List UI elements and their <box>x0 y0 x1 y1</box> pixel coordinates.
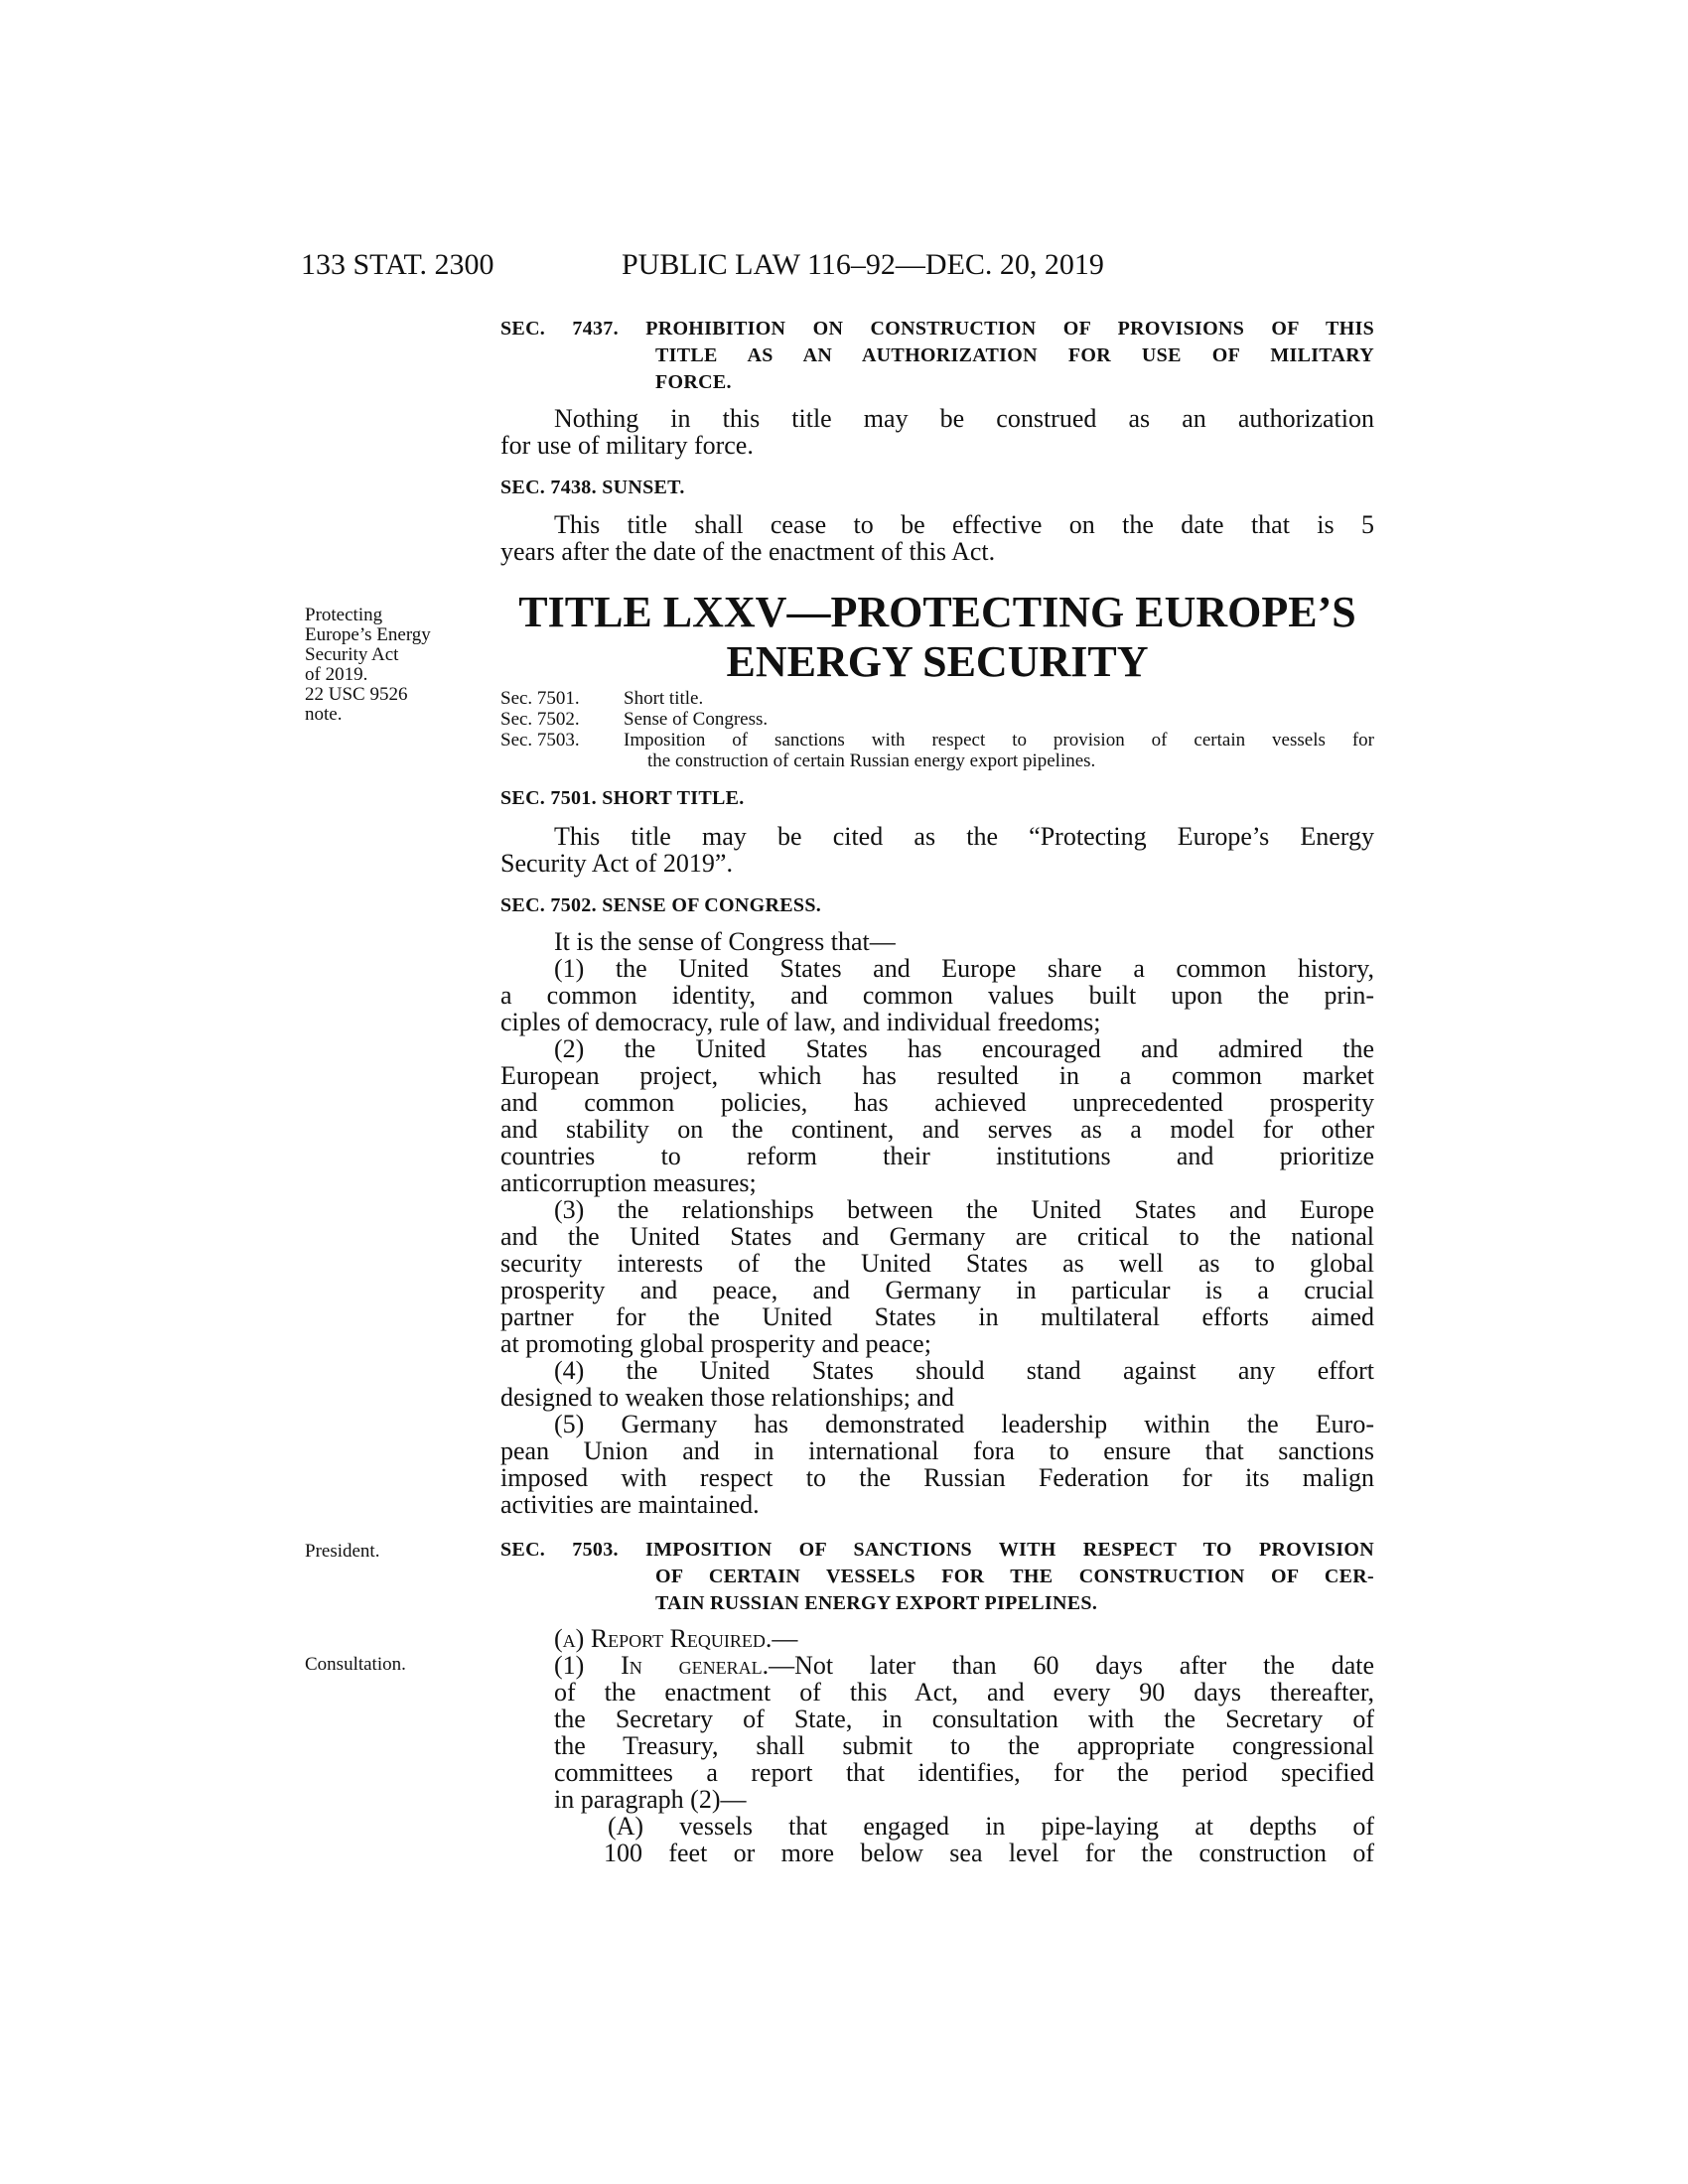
sec-7437-heading-line2: TITLE AS AN AUTHORIZATION FOR USE OF MILITARY <box>655 344 1374 366</box>
sec-7502-line: partner for the United States in multilateral efforts aimed <box>500 1302 1374 1331</box>
toc-entry-title-line2: the construction of certain Russian energy export pipelines. <box>647 751 1096 771</box>
toc-entry-number: Sec. 7502. <box>500 709 580 730</box>
toc-entry-number: Sec. 7503. <box>500 730 580 751</box>
sec-7502-line: pean Union and in international fora to ensure that sanctions <box>500 1436 1374 1465</box>
sec-7501-heading: SEC. 7501. SHORT TITLE. <box>500 787 745 809</box>
margin-note-peesa <box>305 606 479 725</box>
sec-7503-line: the Treasury, shall submit to the appropriate congressional <box>554 1731 1374 1760</box>
toc-entry-number: Sec. 7501. <box>500 688 580 709</box>
toc-entry <box>500 709 1374 730</box>
sec-7502-line: and the United States and Germany are critical to the national <box>500 1222 1374 1251</box>
sec-7503-line: of the enactment of this Act, and every 90 days thereafter, <box>554 1678 1374 1706</box>
sec-7437-heading-line3: FORCE. <box>655 371 732 393</box>
margin-note-line: Europe’s Energy <box>305 624 431 645</box>
sec-7502-line: and stability on the continent, and serves as a model for other <box>500 1115 1374 1144</box>
sec-7502-line: (5) Germany has demonstrated leadership within the Euro- <box>554 1410 1374 1438</box>
sec-7501-text-line2: Security Act of 2019”. <box>500 849 733 878</box>
sec-7438-text <box>500 511 1374 565</box>
margin-note-president: President. <box>305 1541 380 1562</box>
sec-7502-line: It is the sense of Congress that— <box>554 927 896 956</box>
toc-entry-title: Sense of Congress. <box>624 709 769 730</box>
sec-7503-heading <box>500 1537 1374 1617</box>
sec-7502-line: countries to reform their institutions and prioritize <box>500 1142 1374 1170</box>
sec-7501-text <box>500 823 1374 877</box>
sec-7502-line: and common policies, has achieved unprecedented prosperity <box>500 1088 1374 1117</box>
toc-entry <box>500 730 1374 771</box>
margin-note-consultation: Consultation. <box>305 1654 406 1675</box>
sec-7502-text <box>500 928 1374 1518</box>
sec-7437-text-line2: for use of military force. <box>500 431 754 460</box>
toc-entry <box>500 688 1374 709</box>
sec-7502-line: anticorruption measures; <box>500 1168 757 1197</box>
sec-7502-line: (2) the United States has encouraged and admired the <box>554 1034 1374 1063</box>
sec-7438-text-line2: years after the date of the enactment of this Act. <box>500 537 996 566</box>
margin-note-line: 22 USC 9526 <box>305 684 408 705</box>
sec-7503-line: committees a report that identifies, for the period specified <box>554 1758 1374 1787</box>
running-header: PUBLIC LAW 116–92—DEC. 20, 2019 <box>622 248 1104 281</box>
sec-7438-heading: SEC. 7438. SUNSET. <box>500 477 685 498</box>
title-heading-line2: ENERGY SECURITY <box>726 637 1149 686</box>
margin-note-line: of 2019. <box>305 664 368 685</box>
toc-entry-title <box>624 730 1374 771</box>
page-stat-number: 133 STAT. 2300 <box>301 248 494 281</box>
sec-7503-line: the Secretary of State, in consultation with the Secretary of <box>554 1705 1374 1733</box>
sec-7502-line: a common identity, and common values built upon the prin- <box>500 981 1374 1010</box>
sec-7502-line: security interests of the United States as well as to global <box>500 1249 1374 1278</box>
sec-7502-line: (3) the relationships between the United States and Europe <box>554 1195 1374 1224</box>
sec-7437-heading-line1: SEC. 7437. PROHIBITION ON CONSTRUCTION OF PROVISIONS OF THIS <box>500 318 1374 340</box>
clause-a-line1: (A) vessels that engaged in pipe-laying at depths of <box>608 1812 1374 1841</box>
sec-7502-heading: SEC. 7502. SENSE OF CONGRESS. <box>500 894 822 916</box>
subsection-a-heading: (a) Report Required.— <box>554 1624 798 1653</box>
sec-7437-text <box>500 405 1374 459</box>
sec-7502-line: designed to weaken those relationships; and <box>500 1383 955 1412</box>
sec-7437-text-line1: Nothing in this title may be construed as an authorization <box>554 404 1374 433</box>
sec-7503-line: in paragraph (2)— <box>554 1785 747 1814</box>
sec-7502-line: at promoting global prosperity and peace; <box>500 1329 931 1358</box>
title-table-of-contents <box>500 688 1374 771</box>
sec-7438-text-line1: This title shall cease to be effective on the date that is 5 <box>554 510 1374 539</box>
clause-a-line2: 100 feet or more below sea level for the construction of <box>604 1839 1374 1867</box>
sec-7501-text-line1: This title may be cited as the “Protecting Europe’s Energy <box>554 822 1374 851</box>
paragraph-1-text: Not later than 60 days after the date <box>794 1651 1374 1680</box>
sec-7502-line: European project, which has resulted in a common market <box>500 1061 1374 1090</box>
paragraph-1-lead: (1) In general.— <box>554 1651 795 1680</box>
sec-7503-text <box>500 1625 1374 1866</box>
margin-note-line: Protecting <box>305 605 383 625</box>
title-heading-line1: TITLE LXXV—PROTECTING EUROPE’S <box>518 588 1356 636</box>
sec-7502-line: activities are maintained. <box>500 1490 760 1519</box>
sec-7502-line: prosperity and peace, and Germany in particular is a crucial <box>500 1276 1374 1304</box>
sec-7502-line: (1) the United States and Europe share a common history, <box>554 954 1374 983</box>
sec-7437-heading <box>500 316 1374 396</box>
margin-note-line: note. <box>305 704 343 725</box>
sec-7503-heading-line1: SEC. 7503. IMPOSITION OF SANCTIONS WITH RESPECT TO PROVISION <box>500 1539 1374 1561</box>
sec-7502-line: ciples of democracy, rule of law, and individual freedoms; <box>500 1008 1101 1036</box>
sec-7503-heading-line3: TAIN RUSSIAN ENERGY EXPORT PIPELINES. <box>655 1592 1098 1614</box>
sec-7502-line: imposed with respect to the Russian Federation for its malign <box>500 1463 1374 1492</box>
paragraph-1-line1 <box>500 1652 1374 1679</box>
title-heading <box>500 588 1374 687</box>
sec-7502-line: (4) the United States should stand against any effort <box>554 1356 1374 1385</box>
sec-7503-heading-line2: OF CERTAIN VESSELS FOR THE CONSTRUCTION OF CER- <box>655 1566 1374 1587</box>
toc-entry-title: Short title. <box>624 688 704 709</box>
toc-entry-title-line1: Imposition of sanctions with respect to provision of certain vessels for <box>624 730 1374 751</box>
margin-note-line: Security Act <box>305 644 399 665</box>
